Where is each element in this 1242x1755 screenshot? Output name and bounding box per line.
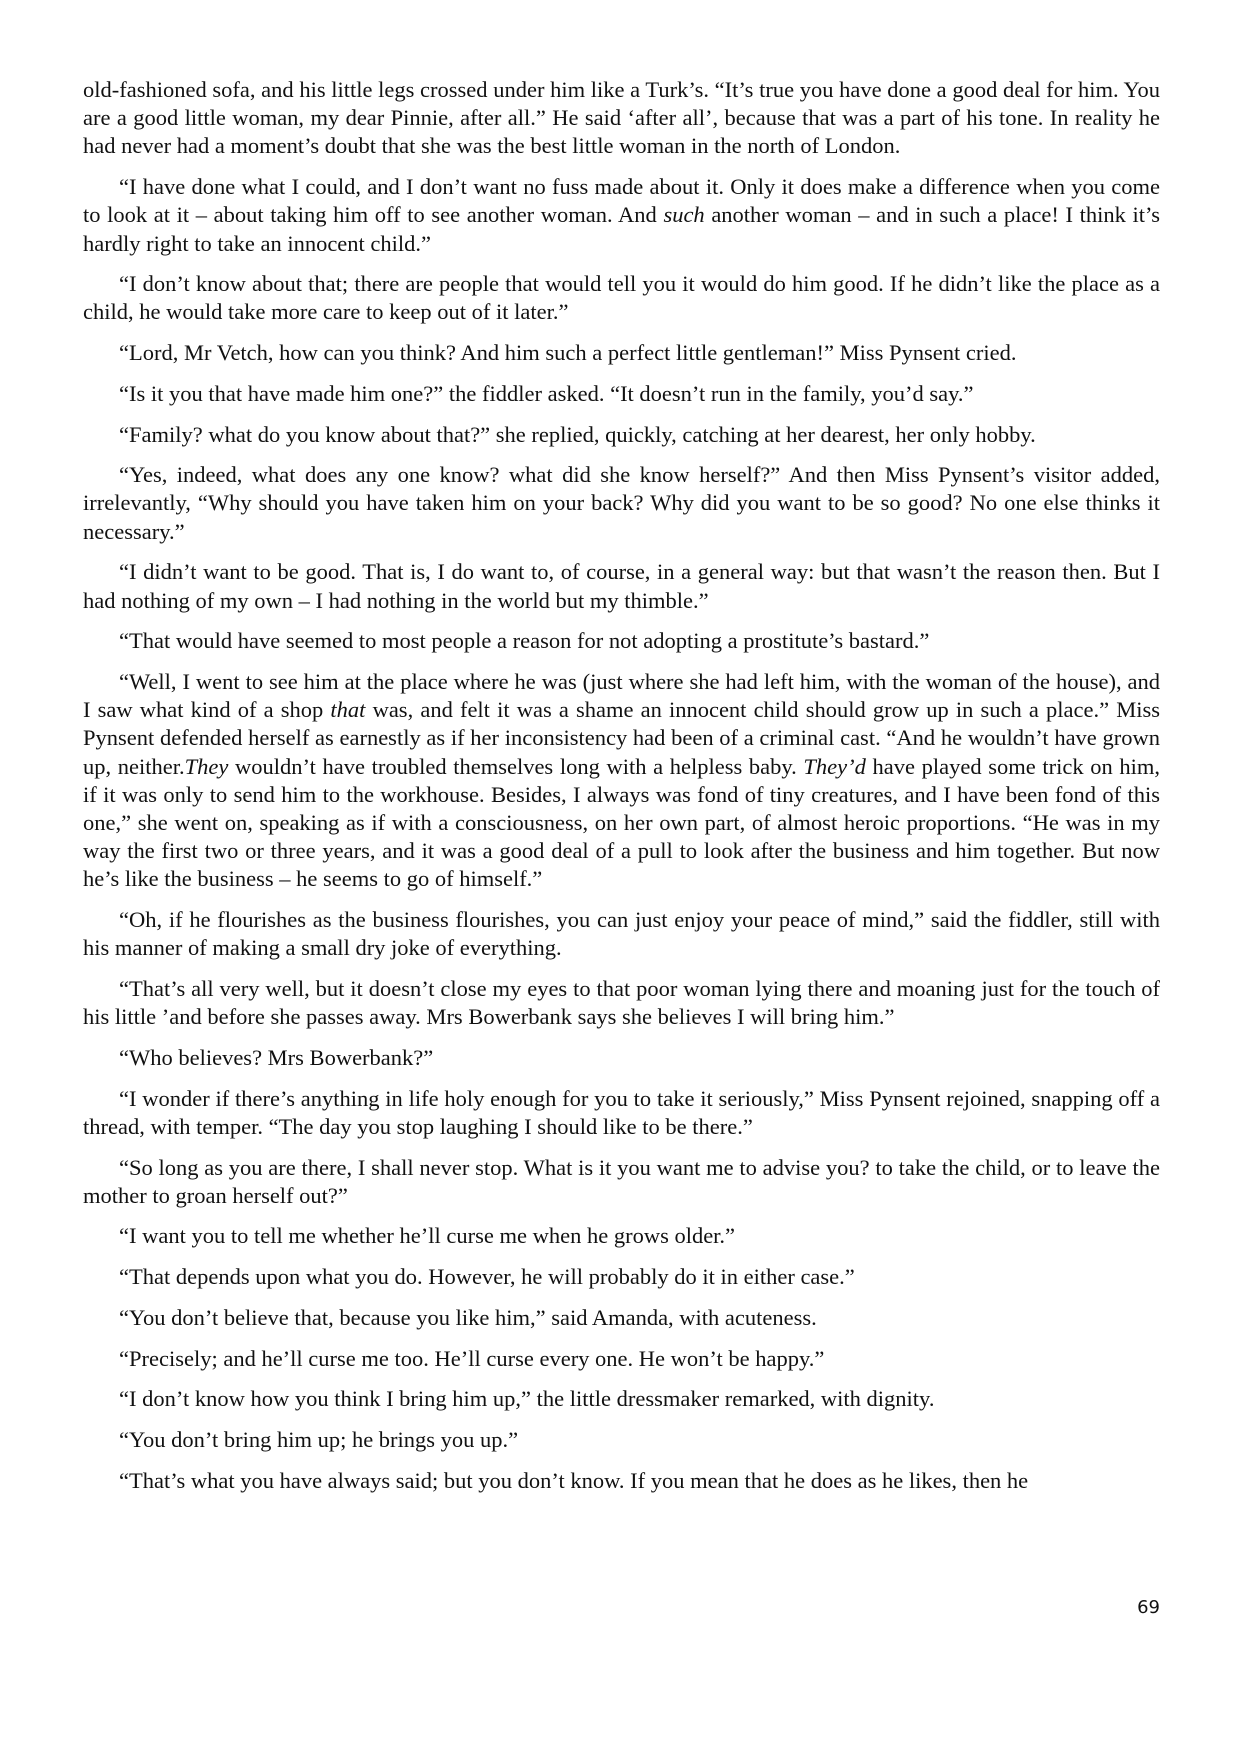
text-run: another woman – and in such a place! I think it’s hardly right to take an innocent child.” <box>83 202 1160 256</box>
page-number: 69 <box>1137 1597 1160 1618</box>
text-run: “Yes, indeed, what does any one know? what did she know herself?” And then Miss Pynsent’s visitor added, irrelevantly, “Why should you have taken him on your back? Why did you want to be so good? No one else thinks it necessary.” <box>83 462 1160 544</box>
paragraph <box>83 461 1160 546</box>
paragraph <box>83 558 1160 614</box>
text-run: “I have done what I could, and I don’t want no fuss made about it. Only it does make a difference when you come to look at it – about taking him off to see another woman. And <box>83 174 1160 228</box>
text-run: old-fashioned sofa, and his little legs crossed under him like a Turk’s. “It’s true you have done a good deal for him. You are a good little woman, my dear Pinnie, after all.” He said ‘after all’, because that was a part of his tone. In reality he had never had a moment’s doubt that she was the best little woman in the north of London. <box>83 77 1160 159</box>
paragraph <box>83 1385 1160 1413</box>
text-run: “I don’t know about that; there are people that would tell you it would do him good. If he didn’t like the place as a child, he would take more care to keep out of it later.” <box>83 271 1160 325</box>
text-run: “Precisely; and he’ll curse me too. He’ll curse every one. He won’t be happy.” <box>119 1345 825 1371</box>
paragraph <box>83 270 1160 326</box>
paragraph <box>83 339 1160 367</box>
italic-run: that <box>330 697 366 723</box>
paragraph <box>83 1044 1160 1072</box>
paragraph <box>83 1085 1160 1141</box>
text-run: “Lord, Mr Vetch, how can you think? And him such a perfect little gentleman!” Miss Pynsent cried. <box>119 340 1017 366</box>
paragraph <box>83 1154 1160 1210</box>
paragraph <box>83 173 1160 258</box>
text-run: have played some trick on him, if it was only to send him to the workhouse. Besides, I always was fond of tiny creatures, and I have been fond of this one,” she went on, speaking as if with a consciousness, on her own part, of almost heroic proportions. “He was in my way the first two or three years, and it was a good deal of a pull to look after the business and him together. But now he’s like the business – he seems to go of himself.” <box>83 753 1160 892</box>
paragraph <box>83 1426 1160 1454</box>
paragraph <box>83 906 1160 962</box>
page-body <box>83 76 1160 1507</box>
text-run: was, and felt it was a shame an innocent child should grow up in such a place.” Miss Pynsent defended herself as earnestly as if her inconsistency had been of a criminal cast. “And he wouldn’t have grown up, neither. <box>83 697 1160 779</box>
paragraph <box>83 76 1160 161</box>
text-run: “Oh, if he flourishes as the business flourishes, you can just enjoy your peace of mind,” said the fiddler, still with his manner of making a small dry joke of everything. <box>83 907 1160 961</box>
paragraph <box>83 1304 1160 1332</box>
text-run: “I don’t know how you think I bring him up,” the little dressmaker remarked, with dignity. <box>119 1386 935 1412</box>
paragraph <box>83 975 1160 1031</box>
paragraph <box>83 1467 1160 1495</box>
italic-run: such <box>663 202 705 228</box>
text-run: wouldn’t have troubled themselves long with a helpless baby. <box>228 753 804 779</box>
paragraph <box>83 1222 1160 1250</box>
paragraph <box>83 627 1160 655</box>
text-run: “I want you to tell me whether he’ll curse me when he grows older.” <box>119 1223 736 1249</box>
paragraph <box>83 1263 1160 1291</box>
text-run: “That’s all very well, but it doesn’t close my eyes to that poor woman lying there and moaning just for the touch of his little ’and before she passes away. Mrs Bowerbank says she believes I will bring him.” <box>83 975 1160 1030</box>
text-run: “That’s what you have always said; but you don’t know. If you mean that he does as he likes, then he <box>119 1467 1029 1493</box>
italic-run: They <box>184 753 229 779</box>
text-run: “Family? what do you know about that?” she replied, quickly, catching at her dearest, her only hobby. <box>119 421 1036 447</box>
paragraph <box>83 1345 1160 1373</box>
paragraph <box>83 421 1160 449</box>
text-run: “So long as you are there, I shall never stop. What is it you want me to advise you? to take the child, or to leave the mother to groan herself out?” <box>83 1154 1160 1208</box>
italic-run: They’d <box>803 753 866 779</box>
text-run: “I didn’t want to be good. That is, I do want to, of course, in a general way: but that wasn’t the reason then. But I had nothing of my own – I had nothing in the world but my thimble.” <box>83 559 1160 613</box>
text-run: “You don’t bring him up; he brings you up.” <box>119 1426 519 1452</box>
text-run: “That depends upon what you do. However, he will probably do it in either case.” <box>119 1264 855 1290</box>
text-run: “You don’t believe that, because you like him,” said Amanda, with acuteness. <box>119 1304 817 1330</box>
text-run: “Is it you that have made him one?” the fiddler asked. “It doesn’t run in the family, you’d say.” <box>119 380 974 406</box>
text-run: “Who believes? Mrs Bowerbank?” <box>119 1044 434 1070</box>
text-run: “That would have seemed to most people a reason for not adopting a prostitute’s bastard.” <box>119 628 930 654</box>
paragraph <box>83 380 1160 408</box>
paragraph <box>83 668 1160 894</box>
text-run: “I wonder if there’s anything in life holy enough for you to take it seriously,” Miss Pynsent rejoined, snapping off a thread, with temper. “The day you stop laughing I should like to be there.” <box>83 1085 1160 1139</box>
text-run: “Well, I went to see him at the place where he was (just where she had left him, with the woman of the house), and I saw what kind of a shop <box>83 668 1160 723</box>
